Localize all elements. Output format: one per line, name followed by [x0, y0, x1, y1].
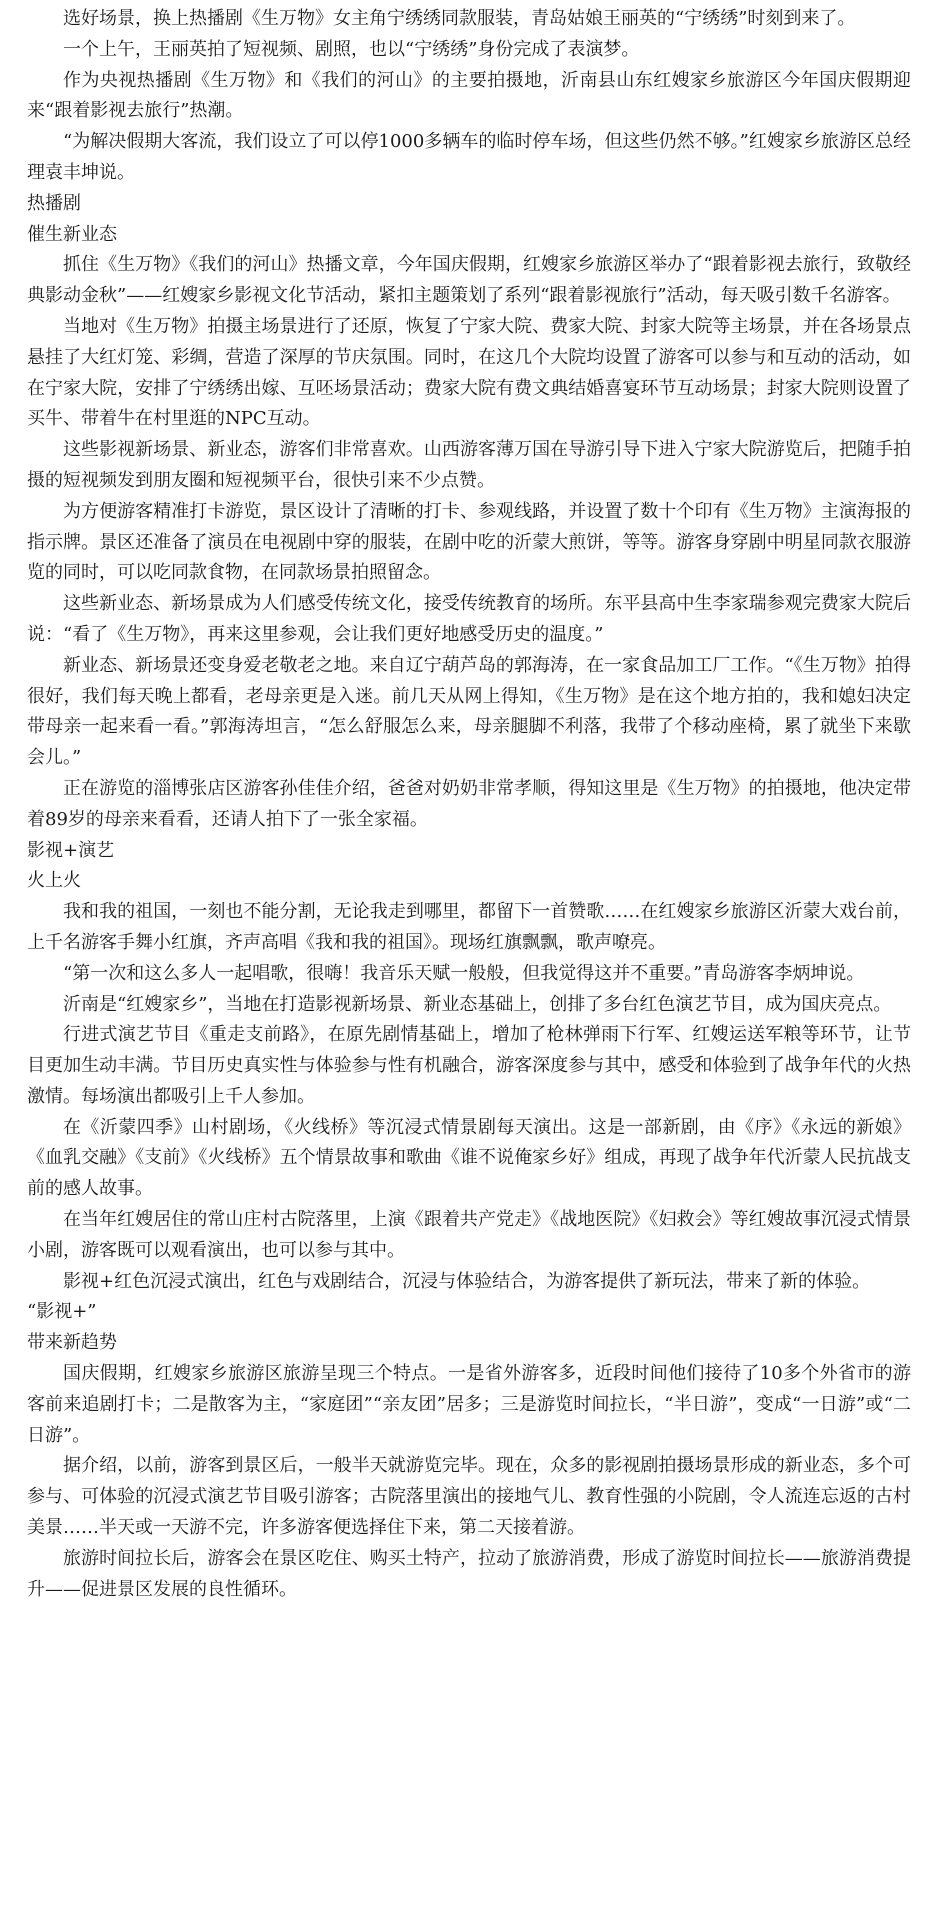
section-heading: 火上火: [27, 870, 81, 892]
section-heading: “影视+”: [27, 1301, 97, 1323]
article-paragraph: 据介绍，以前，游客到景区后，一般半天就游览完毕。现在，众多的影视剧拍摄场景形成的新业态，多个可参与、可体验的沉浸式演艺节目吸引游客；古院落里演出的接地气儿、教育性强的小院剧，令人流连忘返的古村美景……半天或一天游不完，许多游客便选择住下来，第二天接着游。: [27, 1455, 911, 1539]
article-paragraph: 旅游时间拉长后，游客会在景区吃住、购买土特产，拉动了旅游消费，形成了游览时间拉长——旅游消费提升——促进景区发展的良性循环。: [27, 1547, 911, 1600]
section-heading: 影视+演艺: [27, 839, 115, 861]
article-paragraph: 选好场景，换上热播剧《生万物》女主角宁绣绣同款服装，青岛姑娘王丽英的“宁绣绣”时刻到来了。: [63, 8, 856, 29]
article-paragraph: 我和我的祖国，一刻也不能分割，无论我走到哪里，都留下一首赞歌……在红嫂家乡旅游区沂蒙大戏台前，上千名游客手舞小红旗，齐声高唱《我和我的祖国》。现场红旗飘飘，歌声嘹亮。: [27, 901, 911, 953]
section-heading: 带来新趋势: [27, 1332, 117, 1354]
article-paragraph: 影视+红色沉浸式演出，红色与戏剧结合，沉浸与体验结合，为游客提供了新玩法，带来了新的体验。: [63, 1270, 871, 1292]
article-paragraph: 一个上午，王丽英拍了短视频、剧照，也以“宁绣绣”身份完成了表演梦。: [63, 38, 640, 60]
article-paragraph: “第一次和这么多人一起唱歌，很嗨！我音乐天赋一般般，但我觉得这并不重要。”青岛游客李炳坤说。: [63, 962, 865, 984]
article-paragraph: 在《沂蒙四季》山村剧场，《火线桥》等沉浸式情景剧每天演出。这是一部新剧，由《序》《永远的新娘》《血乳交融》《支前》《火线桥》五个情景故事和歌曲《谁不说俺家乡好》组成，再现了战争年代沂蒙人民抗战支前的感人故事。: [27, 1116, 911, 1200]
article-paragraph: 这些影视新场景、新业态，游客们非常喜欢。山西游客薄万国在导游引导下进入宁家大院游览后，把随手拍摄的短视频发到朋友圈和短视频平台，很快引来不少点赞。: [27, 439, 911, 491]
article-paragraph: “为解决假期大客流，我们设立了可以停1000多辆车的临时停车场，但这些仍然不够。”红嫂家乡旅游区总经理袁丰坤说。: [27, 131, 911, 183]
article-paragraph: 抓住《生万物》《我们的河山》热播文章，今年国庆假期，红嫂家乡旅游区举办了“跟着影视去旅行，致敬经典影动金秋”——红嫂家乡影视文化节活动，紧扣主题策划了系列“跟着影视旅行”活动，每天吸引数千名游客。: [27, 254, 911, 307]
article-paragraph: 在当年红嫂居住的常山庄村古院落里，上演《跟着共产党走》《战地医院》《妇救会》等红嫂故事沉浸式情景小剧，游客既可以观看演出，也可以参与其中。: [27, 1209, 911, 1261]
article-paragraph: 新业态、新场景还变身爱老敬老之地。来自辽宁葫芦岛的郭海涛，在一家食品加工厂工作。“《生万物》拍得很好，我们每天晚上都看，老母亲更是入迷。前几天从网上得知，《生万物》是在这个地方拍的，我和媳妇决定带母亲一起来看一看。”郭海涛坦言，“怎么舒服怎么来，母亲腿脚不利落，我带了个移动座椅，累了就坐下来歇会儿。”: [27, 654, 911, 769]
article-paragraph: 国庆假期，红嫂家乡旅游区旅游呈现三个特点。一是省外游客多，近段时间他们接待了10多个外省市的游客前来追剧打卡；二是散客为主，“家庭团”“亲友团”居多；三是游览时间拉长，“半日游”，变成“一日游”或“二日游”。: [27, 1363, 911, 1446]
article-paragraph: 这些新业态、新场景成为人们感受传统文化，接受传统教育的场所。东平县高中生李家瑞参观完费家大院后说：“看了《生万物》，再来这里参观，会让我们更好地感受历史的温度。”: [27, 593, 911, 645]
article-paragraph: 为方便游客精准打卡游览，景区设计了清晰的打卡、参观线路，并设置了数十个印有《生万物》主演海报的指示牌。景区还准备了演员在电视剧中穿的服装，在剧中吃的沂蒙大煎饼，等等。游客身穿剧中明星同款衣服游览的同时，可以吃同款食物，在同款场景拍照留念。: [27, 500, 911, 584]
article-paragraph: 沂南是“红嫂家乡”，当地在打造影视新场景、新业态基础上，创排了多台红色演艺节目，成为国庆亮点。: [63, 993, 892, 1015]
article-paragraph: 当地对《生万物》拍摄主场景进行了还原，恢复了宁家大院、费家大院、封家大院等主场景，并在各场景点悬挂了大红灯笼、彩绸，营造了深厚的节庆氛围。同时，在这几个大院均设置了游客可以参与和互动的活动，如在宁家大院，安排了宁绣绣出嫁、互呸场景活动；费家大院有费文典结婚喜宴环节互动场景；封家大院则设置了买牛、带着牛在村里逛的NPC互动。: [27, 315, 911, 430]
section-heading: 热播剧: [27, 192, 81, 214]
section-heading: 催生新业态: [27, 223, 117, 245]
article-paragraph: 行进式演艺节目《重走支前路》，在原先剧情基础上，增加了枪林弹雨下行军、红嫂运送军粮等环节，让节目更加生动丰满。节目历史真实性与体验参与性有机融合，游客深度参与其中，感受和体验到了战争年代的火热激情。每场演出都吸引上千人参加。: [27, 1024, 911, 1107]
article-paragraph: 正在游览的淄博张店区游客孙佳佳介绍，爸爸对奶奶非常孝顺，得知这里是《生万物》的拍摄地，他决定带着89岁的母亲来看看，还请人拍下了一张全家福。: [27, 777, 911, 830]
article-paragraph: 作为央视热播剧《生万物》和《我们的河山》的主要拍摄地，沂南县山东红嫂家乡旅游区今年国庆假期迎来“跟着影视去旅行”热潮。: [27, 69, 911, 122]
